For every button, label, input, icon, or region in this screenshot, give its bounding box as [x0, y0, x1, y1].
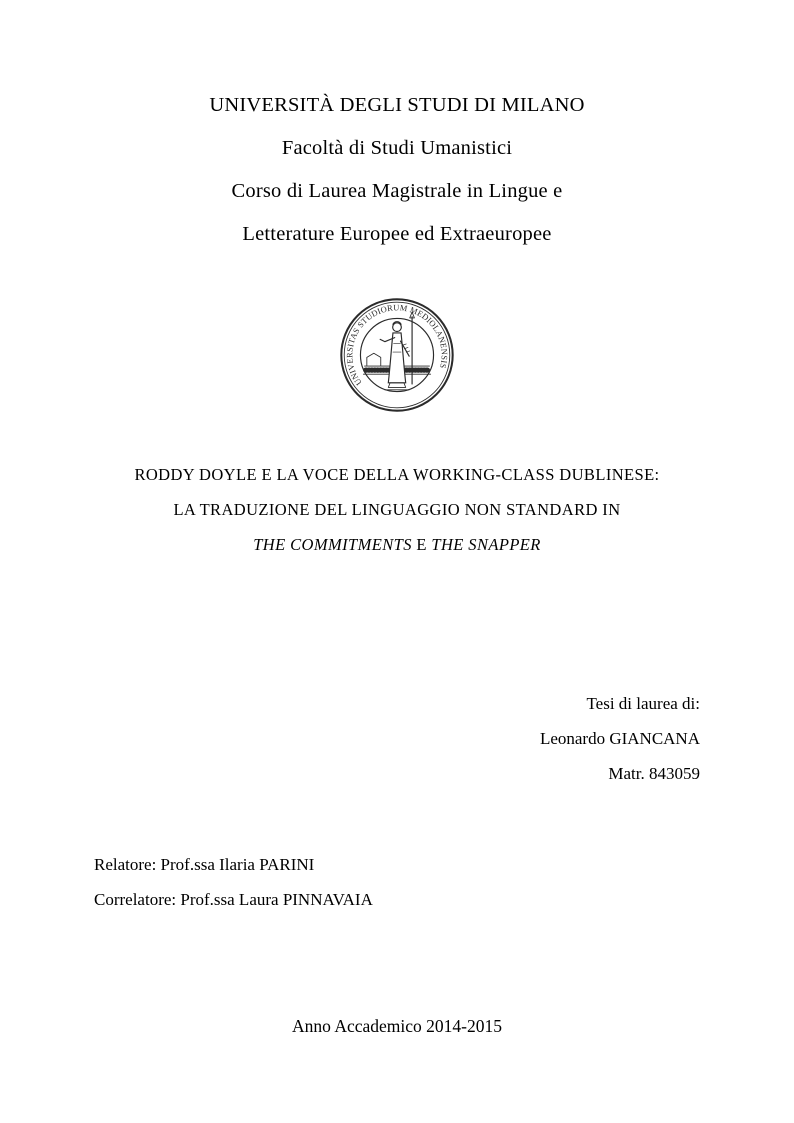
seal-minerva-figure	[380, 312, 414, 390]
author-name: Leonardo GIANCANA	[539, 729, 700, 748]
relatore-line: Relatore: Prof.ssa Ilaria PARINI	[94, 855, 315, 874]
author-label: Tesi di laurea di:	[586, 694, 700, 713]
seal-ring-text: UNIVERSITAS STUDIORUM MEDIOLANENSIS	[345, 303, 449, 387]
faculty-name: Facoltà di Studi Umanistici	[281, 137, 513, 159]
thesis-title	[0, 457, 794, 562]
university-seal	[339, 297, 455, 413]
supervisors-block	[94, 847, 373, 917]
thesis-title-line-1: RODDY DOYLE E LA VOCE DELLA WORKING-CLASS DUBLINESE:	[134, 465, 660, 484]
degree-course-line-1: Corso di Laurea Magistrale in Lingue e	[231, 180, 563, 202]
author-matricola: Matr. 843059	[608, 764, 700, 783]
work-title-snapper: THE SNAPPER	[431, 535, 541, 554]
thesis-title-line-3	[0, 527, 794, 562]
academic-year: Anno Accademico 2014-2015	[292, 1016, 502, 1036]
university-seal-icon	[339, 297, 455, 413]
university-name: UNIVERSITÀ DEGLI STUDI DI MILANO	[209, 94, 585, 116]
correlatore-line: Correlatore: Prof.ssa Laura PINNAVAIA	[94, 890, 373, 909]
university-header	[0, 84, 794, 256]
work-title-commitments: THE COMMITMENTS	[253, 535, 412, 554]
title-conjunction: E	[411, 535, 432, 554]
author-block	[540, 686, 700, 791]
thesis-title-line-2: LA TRADUZIONE DEL LINGUAGGIO NON STANDARD IN	[173, 500, 621, 519]
degree-course-line-2: Letterature Europee ed Extraeuropee	[242, 223, 552, 245]
